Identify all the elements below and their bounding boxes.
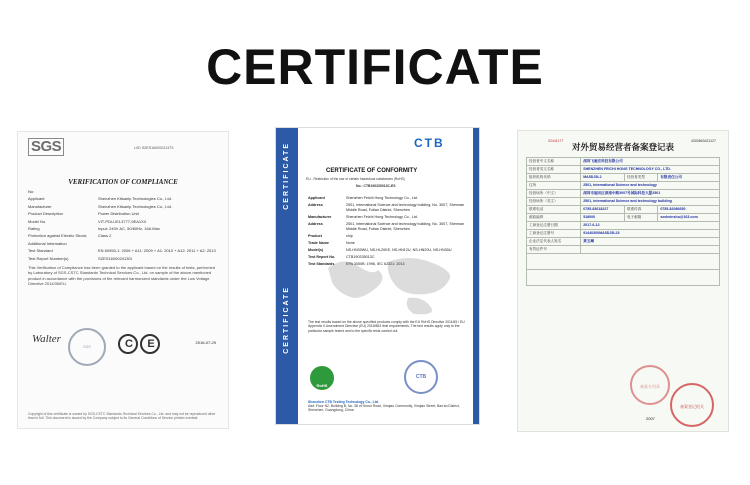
ctb-logo: CTB	[414, 136, 445, 150]
ctb-footer-address: Add: Floor N2, Building B, No. 38 of Honor Road, Xinqiao Community, Xinqiao Street, Bao'an District, Shenzhen, Guangdong, China	[308, 404, 460, 413]
sgs-field: No:	[28, 189, 35, 194]
sgs-date: 2016-07-29	[195, 340, 216, 345]
ctb-subtitle: EU - Restriction of the use of certain hazardous substances (RoHS)	[306, 177, 405, 181]
table-row: 工商登记注册日期 2017-6-12	[527, 222, 720, 230]
table-row: 经营场所（英文） 2501, international Science and technology building	[527, 198, 720, 206]
sgs-certificate	[18, 132, 228, 428]
sgs-field: Protection against Electric Shock Class 2	[28, 233, 112, 239]
ctb-title: CERTIFICATE OF CONFORMITY	[326, 168, 418, 174]
ctb-field: Manufacturer Shenzhen Feichi Hong Technology Co., Ltd.	[308, 215, 418, 219]
rohs-logo-icon: RoHS	[310, 366, 334, 390]
sgs-field: Model No. VIT-PDU-IEL3777-9EA1XX	[28, 218, 147, 224]
table-row: 邮政编码 518000 电子邮箱 szsheinshu@163.com	[527, 214, 720, 222]
ctb-field: Model(s) NS-HN30WU, NS-HL20KE, NS-HN12U, NS-HN20U, NS-HN30U	[308, 248, 452, 252]
table-row	[527, 254, 720, 270]
page-title: CERTIFICATE	[206, 39, 544, 95]
ctb-field: Applicant Shenzhen Feichi Hong Technology Co., Ltd.	[308, 196, 418, 200]
sidebar-label: CERTIFICATE	[283, 286, 290, 354]
ctb-field: Address 2501, international Science and technology building, No. 3007, Shennan Middle Road, Futian District, Shenzhen	[308, 222, 465, 231]
ctb-field: Test Standards EPA 3050B: 1996, IEC 62321: 2013	[308, 262, 405, 266]
sidebar-label: CERTIFICATE	[283, 142, 290, 210]
ctb-footer-brand: Shenzhen CTB Testing Technology Co., Ltd.	[308, 400, 379, 404]
ctb-field: Trade Name None	[308, 241, 355, 245]
sgs-field: Manufacturer Shenzhen Kitsanip Technologies Co., Ltd.	[28, 203, 172, 209]
table-row: 工商登记注册号 91440300MA5DJ5L23	[527, 230, 720, 238]
sgs-field: Test Report Number(s) SZES1600024130I	[28, 255, 132, 261]
registration-year: 2007	[646, 416, 655, 421]
sgs-title: VERIFICATION OF COMPLIANCE	[68, 178, 178, 186]
world-map-icon	[318, 248, 458, 318]
ctb-field: Product chip	[308, 234, 353, 238]
signature: Walter	[32, 333, 61, 345]
table-row: 组织机构代码 MA5DJ5L2 经营者类型 有限责任公司	[527, 174, 720, 182]
ctb-footer	[308, 400, 468, 413]
sgs-reference: LVD SZES1600024137S	[134, 146, 174, 150]
red-stamp-icon: 备案登记机关	[670, 383, 714, 427]
ctb-field: Test Report No. CTB190335013C	[308, 255, 375, 259]
ctb-number: No.: CTB190335013C-ES	[356, 184, 396, 188]
table-row: 有效证件号	[527, 246, 720, 254]
registration-table	[526, 157, 720, 286]
table-row: 住所 2501, international Science and technology	[527, 182, 720, 190]
registration-serial: 02441177	[548, 139, 564, 143]
ce-mark-icon: C E	[118, 334, 162, 354]
registration-code: 4300663421127	[690, 139, 716, 143]
sgs-field: Additional Information	[28, 240, 67, 246]
sgs-logo: SGS	[28, 138, 218, 156]
table-row: 经营者英文名称 SHENZHEN FEICHI HONG TECHNOLOGY CO., LTD.	[527, 166, 720, 174]
sgs-seal-icon: SGS	[68, 328, 106, 366]
blue-stamp-icon: 备案专用章	[630, 365, 670, 405]
sgs-field-list	[28, 189, 218, 261]
sgs-footer: Copyright of this certificate is owned by SGS-CSTC Standards Technical Services Co., Ltd. and may not be reproduced other than in full. This document is issued by the Company subject to its General Conditions of Service printed overleaf.	[28, 411, 216, 420]
sgs-statement: This Verification of Compliance has been granted to the applicant based on the results of tests, performed by Laboratory of SGS-CSTC Standards Technical Services Co., Ltd. on sample of the above-mentioned product in accordance with the provisions of the relevant harmonized standards under the Low Voltage Directive 2014/35/EU.	[28, 265, 215, 287]
table-row: 经营场所（中文） 深圳市福田区深南中路3007号国际科技大厦2501	[527, 190, 720, 198]
sgs-field: Rating Input: 240V AC, 50/60Hz, 16A Max	[28, 226, 160, 232]
ctb-seal-icon: CTB	[404, 360, 438, 394]
table-row: 经营者中文名称 深圳飞驰宏科技有限公司	[527, 158, 720, 166]
sgs-field: Applicant Shenzhen Kitsanip Technologies Co., Ltd.	[28, 196, 172, 202]
table-row: 联系电话 0755-83618227 联系传真 0755-82086650	[527, 206, 720, 214]
sgs-field: Test Standard EN 60950-1: 2006 + A11: 2009 + A1: 2010 + A12: 2011 + A2: 2013	[28, 248, 216, 254]
ctb-field: Address 2501, international Science and technology building, No. 3007, Shennan Middle Road, Futian District, Shenzhen	[308, 203, 465, 212]
sgs-field: Product Description Power Distribution Unit	[28, 211, 139, 217]
ctb-certificate	[276, 128, 479, 424]
trade-registration-form	[518, 131, 728, 431]
table-row: 企业法定代表人姓名 黄玉琳	[527, 238, 720, 246]
table-row	[527, 270, 720, 286]
registration-title: 对外贸易经营者备案登记表	[571, 143, 674, 153]
ctb-sidebar	[276, 128, 298, 424]
ctb-right-border	[473, 128, 479, 424]
ctb-statement: The test results based on the above specified products comply with the EU RoHS Directive 2011/65 / EU Appendix II Amendment Directive (EU) 2015/863 limit requirements. The test results apply only to the particular sample tested and to the specific tests carried out.	[308, 320, 465, 333]
